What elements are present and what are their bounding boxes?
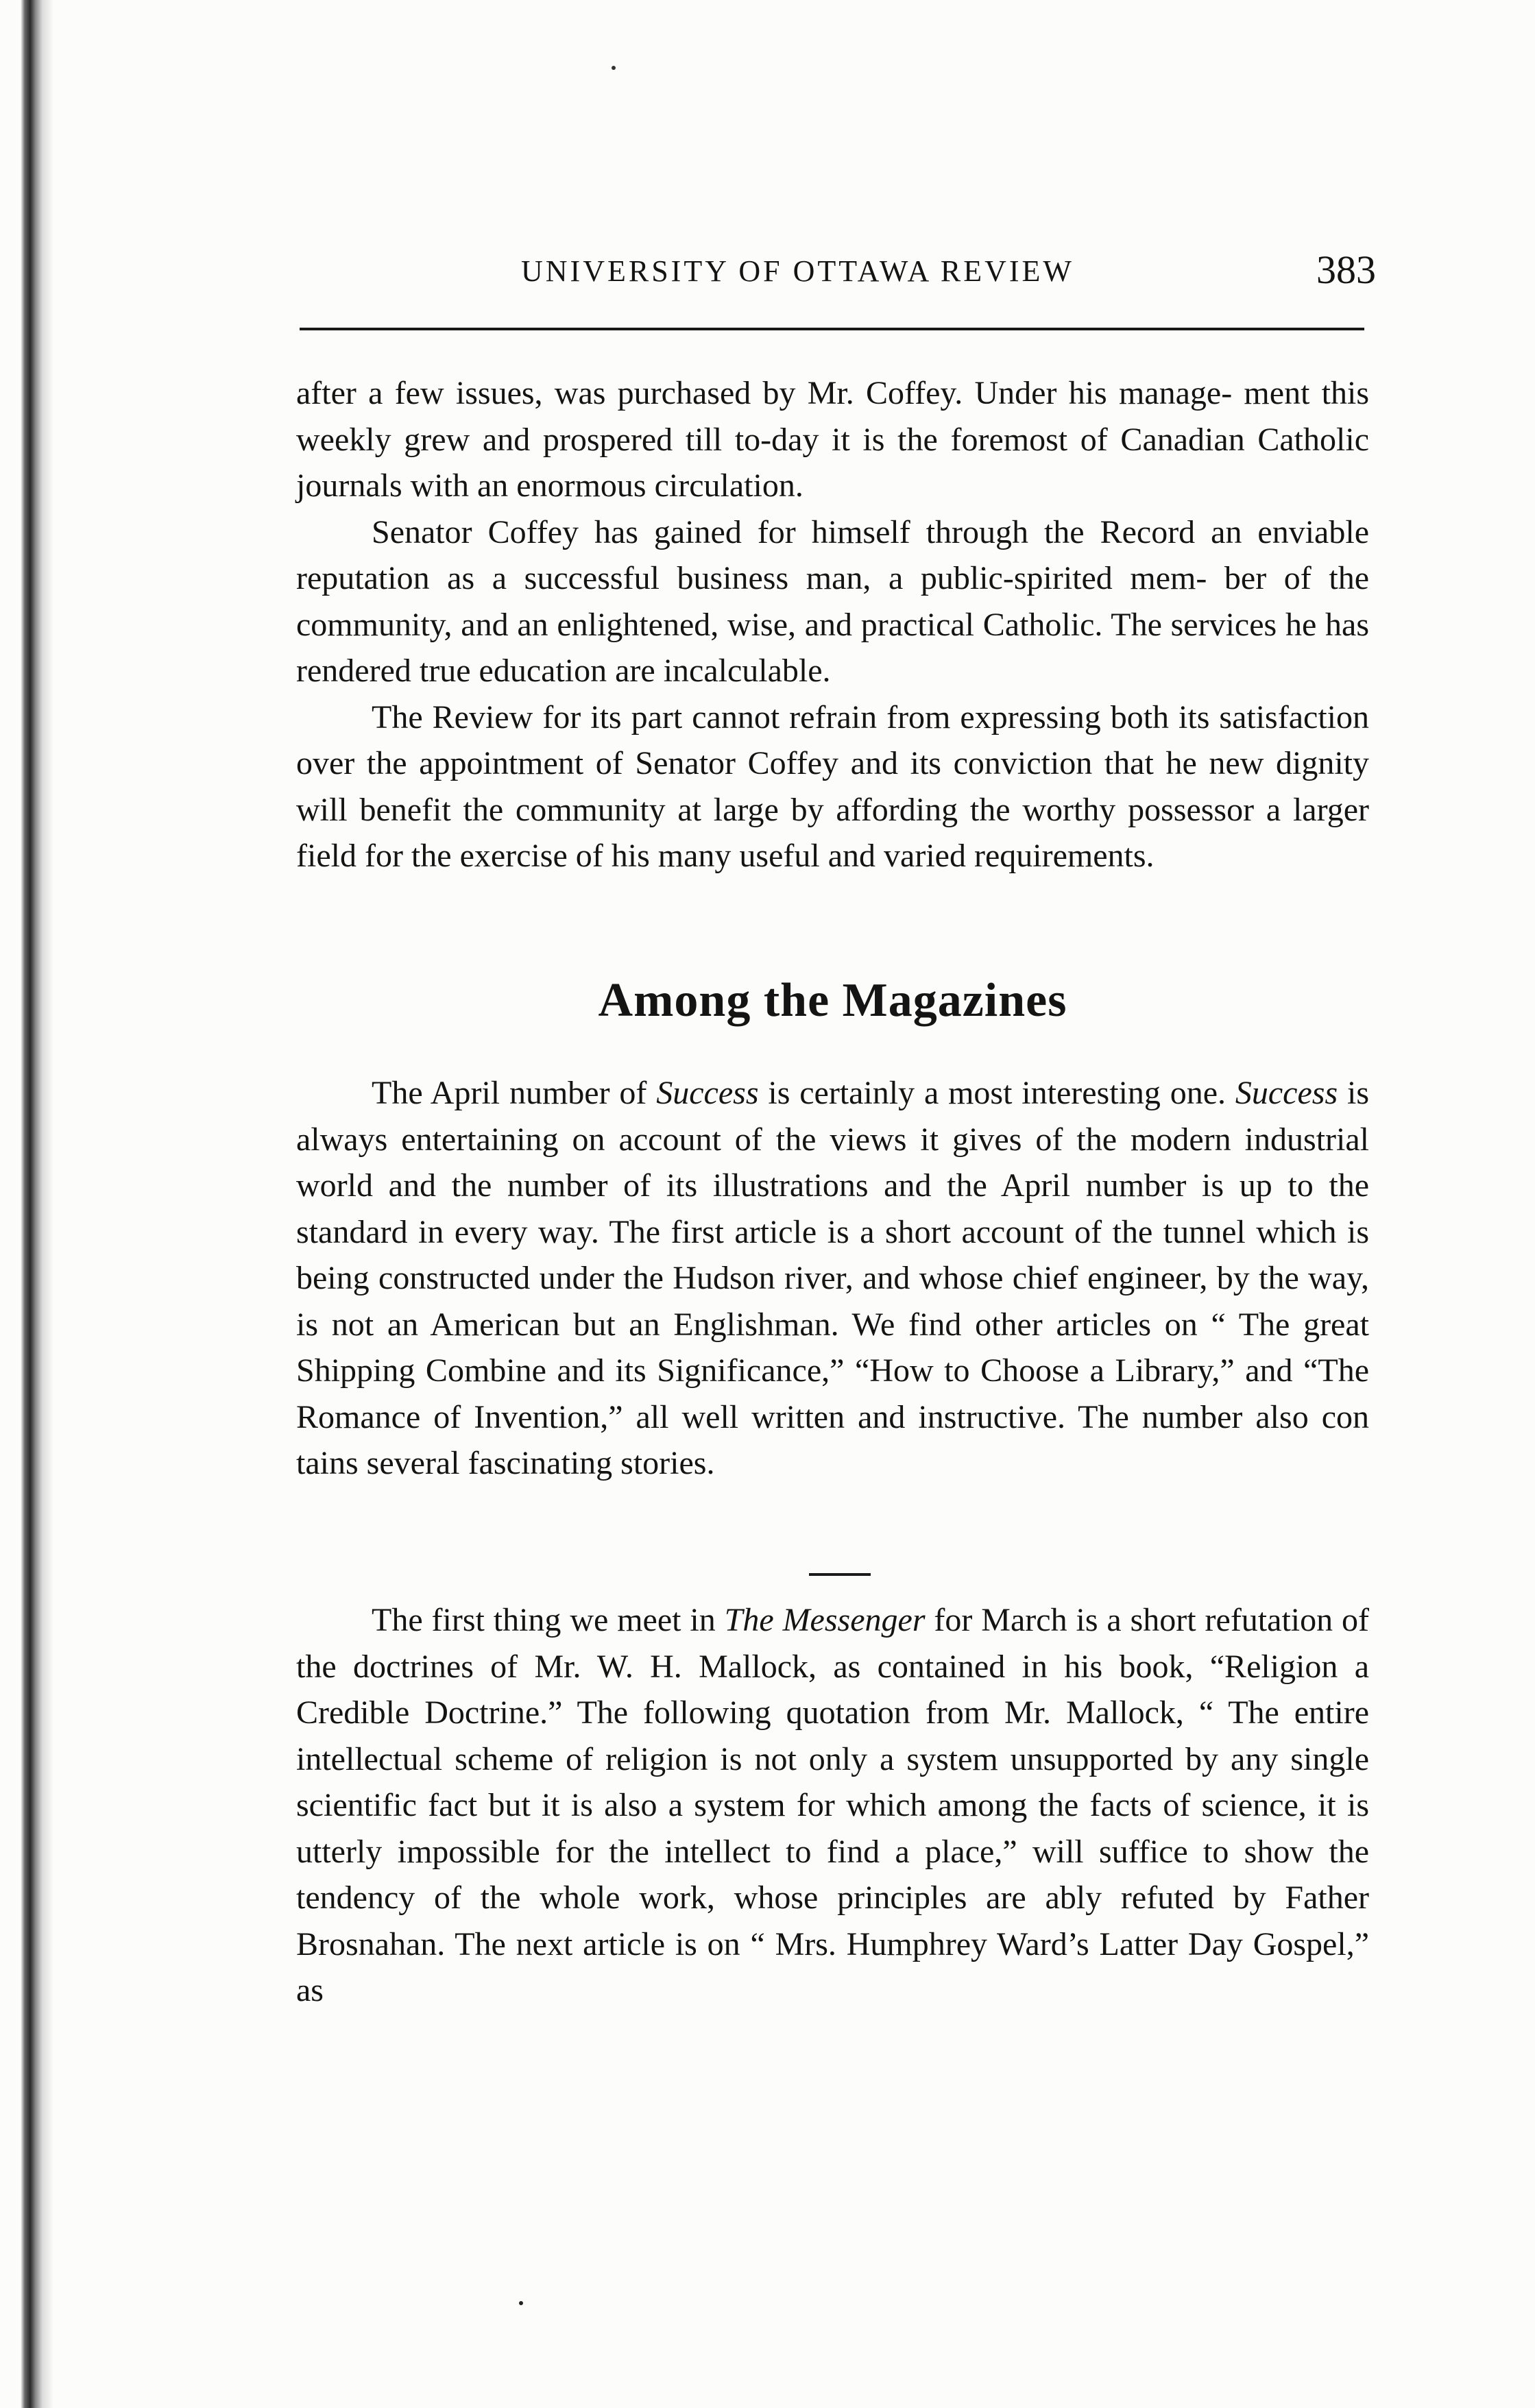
messenger-paragraph: [296, 1597, 1369, 2014]
intro-paragraph: The Review for its part cannot refrain from expressing both its satisfaction over the appointment of Senator Coffey and its conviction that he new dignity will benefit the community at large by affording the worthy possessor a larger field for the exercise of his many useful and varied requirements.: [296, 698, 1369, 874]
magazine-title: The Messenger: [724, 1602, 926, 1638]
section-separator: [809, 1573, 871, 1576]
page-binding-edge: [0, 0, 55, 2408]
text-run: for March is a short refutation of the doctrines of Mr. W. H. Mallock, as contained in his book, “Religion a Credible Doctrine.” The following quotation from Mr. Mallock, “ The entire intellectual scheme of religion is not only a system unsupported by any single scientific fact but it is also a system for which among the facts of science, it is utterly impossible for the intellect to find a place,” will suffice to show the tendency of the whole work, whose principles are ably refuted by Father Brosnahan. The next article is on “ Mrs. Humphrey Ward’s Latter Day Gospel,” as: [296, 1602, 1370, 2008]
text-run: is always entertaining on account of the views it gives of the modern industrial world and the number of its illustrations and the April number is up to the standard in every way. The first article is a short account of the tunnel which is being constructed under the Hudson river, and whose chief engineer, by the way, is not an American but an Englishman. We find other articles on “ The great Shipping Combine and its Significance,” “How to Choose a Library,” and “The Romance of Invention,” all well written and instructive. The number also con tains several fascinating stories.: [296, 1075, 1370, 1481]
print-speck: [612, 66, 616, 70]
section-heading: Among the Magazines: [598, 974, 1067, 1027]
header-rule: [300, 328, 1364, 330]
page-number: 383: [1316, 247, 1376, 292]
intro-paragraph: after a few issues, was purchased by Mr. Coffey. Under his manage- ment this weekly grew and prospered till to-day it is the foremost of Canadian Catholic journals with an enormous circulation.: [296, 375, 1369, 504]
page-header: [295, 247, 1384, 302]
text-run: The April number of: [372, 1075, 657, 1111]
text-run: is certainly a most interesting one.: [758, 1075, 1235, 1111]
print-speck: [519, 2301, 523, 2305]
intro-paragraph: Senator Coffey has gained for himself through the Record an enviable reputation as a successful business man, a public-spirited mem- ber of the community, and an enlightened, wise, and practical Catholic. The services he has rendered true education are incalculable.: [296, 513, 1369, 689]
success-paragraph: [296, 1070, 1369, 1487]
magazine-title: Success: [656, 1075, 759, 1111]
magazine-title: Success: [1235, 1075, 1338, 1111]
success-review: [296, 1070, 1369, 1487]
text-run: The first thing we meet in: [372, 1602, 725, 1638]
running-head: UNIVERSITY OF OTTAWA REVIEW: [521, 254, 1074, 288]
intro-text: [296, 370, 1369, 879]
messenger-review: [296, 1597, 1369, 2014]
